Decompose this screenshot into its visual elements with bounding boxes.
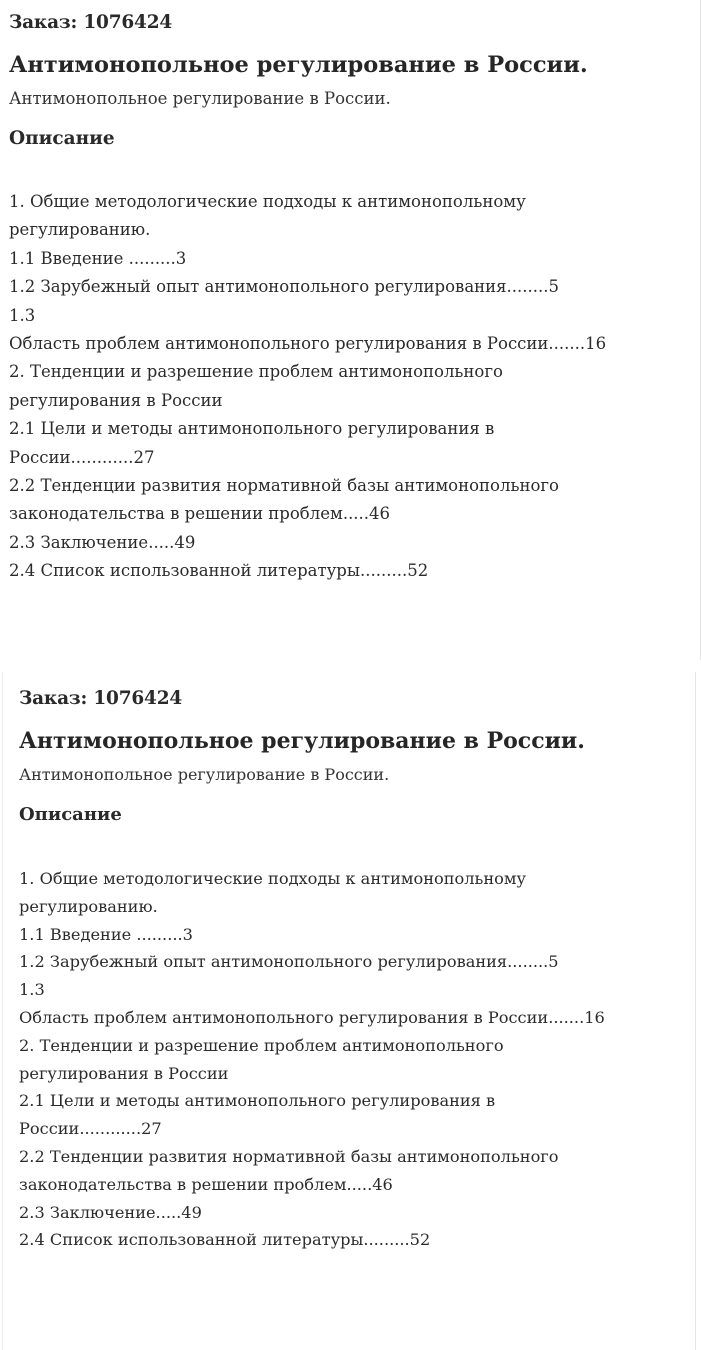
toc-line: регулированию. xyxy=(19,896,158,916)
toc-line: законодательства в решении проблем.....46 xyxy=(19,1174,393,1194)
toc-line: 2.1 Цели и методы антимонопольного регулирования в xyxy=(9,419,495,439)
order-number: Заказ: 1076424 xyxy=(19,688,183,709)
toc-line: России............27 xyxy=(19,1119,162,1139)
toc-line: законодательства в решении проблем.....46 xyxy=(9,504,391,524)
description-heading: Описание xyxy=(19,804,122,825)
toc-line: регулирования в России xyxy=(9,390,223,410)
order-number: Заказ: 1076424 xyxy=(9,12,173,33)
toc-line: 1.3 xyxy=(19,980,45,1000)
order-card xyxy=(2,672,696,1350)
toc-line: 1.2 Зарубежный опыт антимонопольного регулирования........5 xyxy=(9,277,560,297)
toc-line: регулирования в России xyxy=(19,1063,229,1083)
toc-line: 2.4 Список использованной литературы.........52 xyxy=(9,561,429,581)
toc-line: 1.1 Введение .........3 xyxy=(19,924,193,944)
document-title: Антимонопольное регулирование в России. xyxy=(9,52,588,78)
toc-line: 1.3 xyxy=(9,305,36,325)
table-of-contents xyxy=(9,188,691,586)
toc-line: 2.3 Заключение.....49 xyxy=(9,532,196,552)
toc-line: 1. Общие методологические подходы к антимонопольному xyxy=(9,192,526,211)
order-card xyxy=(0,0,701,660)
toc-line: регулированию. xyxy=(9,220,151,240)
table-of-contents xyxy=(19,865,679,1254)
toc-line: 2.3 Заключение.....49 xyxy=(19,1202,202,1222)
toc-line: 2. Тенденции и разрешение проблем антимонопольного xyxy=(9,362,503,382)
toc-line: 1.2 Зарубежный опыт антимонопольного регулирования........5 xyxy=(19,952,559,972)
toc-line: 2.2 Тенденции развития нормативной базы антимонопольного xyxy=(9,476,559,496)
toc-line: 1. Общие методологические подходы к антимонопольному xyxy=(19,869,527,888)
toc-line: России............27 xyxy=(9,447,155,467)
document-title: Антимонопольное регулирование в России. xyxy=(19,728,585,754)
toc-line: Область проблем антимонопольного регулирования в России.......16 xyxy=(19,1007,605,1027)
document-subtitle: Антимонопольное регулирование в России. xyxy=(19,765,390,784)
toc-line: 2.4 Список использованной литературы.........52 xyxy=(19,1230,431,1250)
document-subtitle: Антимонопольное регулирование в России. xyxy=(9,89,391,108)
toc-line: 1.1 Введение .........3 xyxy=(9,248,187,268)
description-heading: Описание xyxy=(9,128,115,149)
toc-line: 2.2 Тенденции развития нормативной базы антимонопольного xyxy=(19,1146,559,1166)
toc-line: 2.1 Цели и методы антимонопольного регулирования в xyxy=(19,1091,496,1111)
toc-line: 2. Тенденции и разрешение проблем антимонопольного xyxy=(19,1035,504,1055)
toc-line: Область проблем антимонопольного регулирования в России.......16 xyxy=(9,334,607,354)
